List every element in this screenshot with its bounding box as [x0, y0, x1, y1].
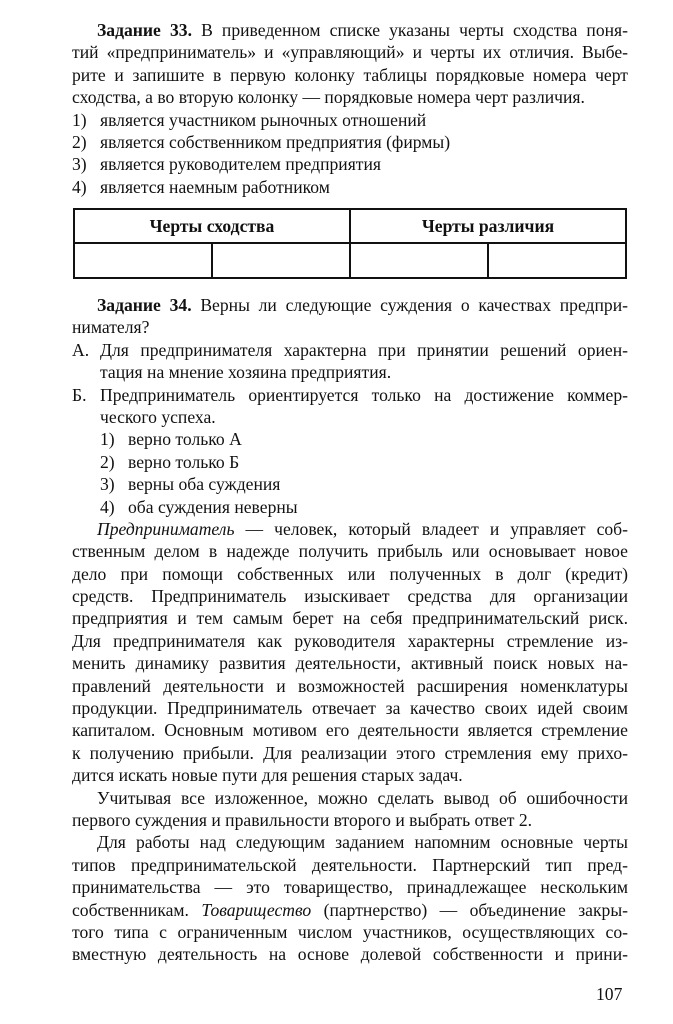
paragraph-line: того типа с ограниченным числом участников, осуществляющих со-: [72, 921, 628, 942]
paragraph-line: дело при помощи собственных или полученных в долг (кредит): [72, 563, 628, 584]
item-number: 3): [72, 154, 87, 175]
answer-option: [72, 428, 628, 450]
answer-cell[interactable]: [74, 243, 212, 278]
text: собственникам.: [72, 899, 202, 920]
text: В приведенном списке указаны черты сходства поня-: [191, 20, 628, 40]
text: — человек, который владеет и управляет соб-: [234, 518, 628, 539]
paragraph-line: Для работы над следующим заданием напомним основные черты: [97, 832, 628, 853]
answer-cell[interactable]: [488, 243, 626, 278]
term: Товарищество: [201, 899, 312, 920]
statement-text: тация на мнение хозяина предприятия.: [100, 362, 392, 383]
task-33-line: сходства, а во вторую колонку — порядковые номера черт различия.: [72, 87, 585, 108]
statement-letter: А.: [72, 339, 90, 360]
statement-text: Предприниматель ориентируется только на достижение коммер-: [100, 384, 628, 405]
paragraph-line: [72, 899, 628, 921]
task-33-line: [72, 19, 628, 41]
paragraph-line: Учитывая все изложенное, можно сделать вывод об ошибочности: [97, 787, 628, 808]
paragraph-line: предприятия и тем самым берет на себя предпринимательский риск.: [72, 608, 628, 629]
option-text: верно только А: [128, 429, 242, 450]
statement-text: Для предпринимателя характерна при принятии решений ориен-: [100, 339, 628, 360]
paragraph-line: дится искать новые пути для решения старых задач.: [72, 765, 463, 786]
task-34-and-text: [72, 294, 628, 966]
answer-cell[interactable]: [350, 243, 488, 278]
item-text: является руководителем предприятия: [100, 154, 381, 175]
task-34-line: нимателя?: [72, 317, 150, 338]
paragraph-line: [72, 518, 628, 540]
item-number: 1): [72, 109, 87, 130]
task-34-line: [72, 294, 628, 316]
item-number: 2): [72, 131, 87, 152]
header-similarities: Черты сходства: [74, 209, 350, 243]
paragraph-line: первого суждения и правильности второго и выбрать ответ 2.: [72, 809, 533, 830]
answer-table: [73, 208, 627, 279]
statement-b: [72, 384, 628, 406]
text: Верны ли следующие суждения о качествах предпри-: [191, 295, 628, 315]
list-item: [72, 109, 628, 131]
task-33-label: Задание 33.: [97, 20, 192, 40]
paragraph-line: средств. Предприниматель изыскивает средства для организации: [72, 586, 628, 607]
task-33-line: тий «предприниматель» и «управляющий» и черты их отличия. Выбе-: [72, 42, 628, 63]
statement-letter: Б.: [72, 384, 87, 405]
option-text: верны оба суждения: [128, 474, 281, 495]
option-number: 2): [100, 451, 115, 472]
list-item: [72, 131, 628, 153]
option-text: верно только Б: [128, 451, 240, 472]
answer-option: [72, 473, 628, 495]
paragraph-line: продукции. Предприниматель отвечает за качество своих идей своим: [72, 698, 628, 719]
item-text: является собственником предприятия (фирмы): [100, 131, 451, 152]
answer-cell[interactable]: [212, 243, 350, 278]
paragraph-line: капиталом. Основным мотивом его деятельности является стремление: [72, 720, 628, 741]
paragraph-line: менить динамику развития деятельности, активный поиск новых на-: [72, 653, 628, 674]
list-item: [72, 176, 628, 198]
task-33: [72, 19, 628, 198]
option-text: оба суждения неверны: [128, 496, 298, 517]
answer-option: [72, 496, 628, 518]
item-text: является наемным работником: [100, 176, 330, 197]
list-item: [72, 153, 628, 175]
task-33-line: рите и запишите в первую колонку таблицы порядковые номера черт: [72, 64, 628, 85]
option-number: 3): [100, 474, 115, 495]
option-number: 1): [100, 429, 115, 450]
paragraph-line: принимательства — это товарищество, принадлежащее нескольким: [72, 877, 628, 898]
paragraph-line: ственным делом в надежде получить прибыль или основывает новое: [72, 541, 628, 562]
page-number: 107: [596, 984, 623, 1004]
option-number: 4): [100, 496, 115, 517]
statement-a: [72, 339, 628, 361]
item-number: 4): [72, 176, 87, 197]
item-text: является участником рыночных отношений: [100, 109, 427, 130]
task-34-label: Задание 34.: [97, 295, 192, 315]
text: (партнерство) — объединение закры-: [311, 899, 628, 920]
paragraph-line: типов предпринимательской деятельности. Партнерский тип пред-: [72, 854, 628, 875]
paragraph-line: Для предпринимателя как руководителя характерны стремление из-: [72, 630, 628, 651]
paragraph-line: правлений деятельности и возможностей расширения номенклатуры: [72, 675, 628, 696]
header-differences: Черты различия: [350, 209, 626, 243]
statement-text: ческого успеха.: [100, 406, 216, 427]
paragraph-line: вместную деятельность на основе долевой собственности и прини-: [72, 944, 628, 965]
answer-option: [72, 451, 628, 473]
term: Предприниматель: [97, 518, 235, 539]
paragraph-line: к получению прибыли. Для реализации этого стремления ему прихо-: [72, 742, 628, 763]
